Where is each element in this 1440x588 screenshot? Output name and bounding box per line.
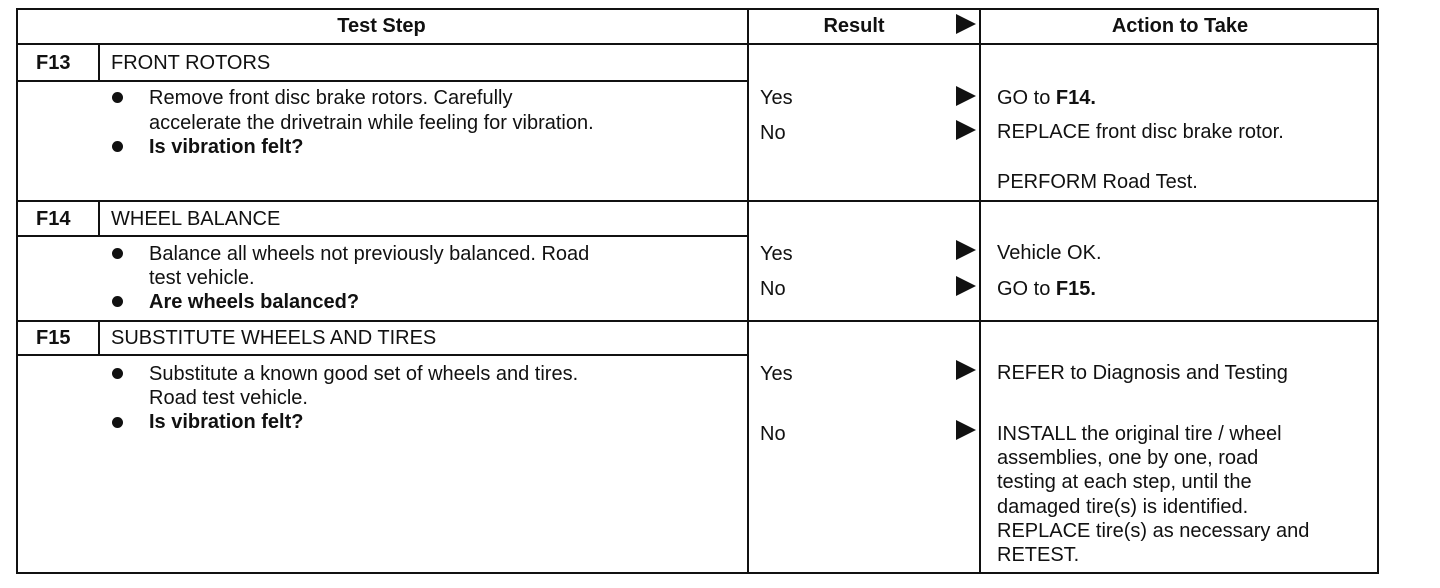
step-title-f15: SUBSTITUTE WHEELS AND TIRES bbox=[111, 327, 437, 349]
f14-no-action-ref: F15. bbox=[1055, 278, 1096, 300]
f15-no-action-line6: RETEST. bbox=[997, 544, 1080, 566]
f13-instruction-line1: Remove front disc brake rotors. Carefully bbox=[149, 87, 513, 109]
f13-yes-action-text: GO to bbox=[997, 87, 1056, 109]
bullet-icon bbox=[112, 296, 123, 307]
f13-result-no: No bbox=[760, 122, 786, 144]
f15-question: Is vibration felt? bbox=[149, 411, 304, 433]
f15-id-divider bbox=[98, 321, 100, 355]
f14-no-action bbox=[997, 277, 1096, 301]
f14-instruction-line1: Balance all wheels not previously balanced. Road bbox=[149, 243, 590, 265]
f15-no-action-line3: testing at each step, until the bbox=[997, 471, 1252, 493]
arrow-icon bbox=[956, 86, 976, 106]
f13-yes-action bbox=[997, 86, 1096, 110]
step-id-f13: F13 bbox=[36, 52, 71, 74]
bullet-icon bbox=[112, 248, 123, 259]
bullet-icon bbox=[112, 417, 123, 428]
f14-result-no: No bbox=[760, 278, 786, 300]
bullet-icon bbox=[112, 92, 123, 103]
f15-no-action-line2: assemblies, one by one, road bbox=[997, 447, 1259, 469]
action-column-divider bbox=[979, 8, 981, 574]
f14-question: Are wheels balanced? bbox=[149, 291, 360, 313]
f15-no-action-line1: INSTALL the original tire / wheel bbox=[997, 423, 1282, 445]
f14-id-divider bbox=[98, 201, 100, 236]
header-action: Action to Take bbox=[1111, 15, 1249, 37]
f13-no-action-1: REPLACE front disc brake rotor. bbox=[997, 121, 1284, 143]
f13-question: Is vibration felt? bbox=[149, 136, 304, 158]
header-divider bbox=[16, 43, 1379, 45]
header-result: Result bbox=[823, 15, 885, 37]
f15-no-action-line5: REPLACE tire(s) as necessary and bbox=[997, 520, 1310, 542]
f15-no-action-line4: damaged tire(s) is identified. bbox=[997, 496, 1249, 518]
f14-result-yes: Yes bbox=[760, 243, 793, 265]
arrow-icon bbox=[956, 276, 976, 296]
f15-yes-action: REFER to Diagnosis and Testing bbox=[997, 362, 1288, 384]
step-title-f13: FRONT ROTORS bbox=[111, 52, 271, 74]
step-id-f15: F15 bbox=[36, 327, 71, 349]
f13-instruction-line2: accelerate the drivetrain while feeling for vibration. bbox=[149, 112, 594, 134]
f13-result-yes: Yes bbox=[760, 87, 793, 109]
f14-instruction-line2: test vehicle. bbox=[149, 267, 255, 289]
step-title-f14: WHEEL BALANCE bbox=[111, 208, 281, 230]
f13-no-action-2: PERFORM Road Test. bbox=[997, 171, 1198, 193]
f13-id-divider bbox=[98, 44, 100, 81]
bullet-icon bbox=[112, 368, 123, 379]
f15-result-no: No bbox=[760, 423, 786, 445]
f13-title-underline bbox=[16, 80, 747, 82]
arrow-icon bbox=[956, 240, 976, 260]
arrow-icon bbox=[956, 420, 976, 440]
f15-instruction-line2: Road test vehicle. bbox=[149, 387, 308, 409]
f15-result-yes: Yes bbox=[760, 363, 793, 385]
arrow-icon bbox=[956, 360, 976, 380]
f14-no-action-text: GO to bbox=[997, 278, 1056, 300]
row-divider-f15 bbox=[16, 320, 1379, 322]
header-test-step: Test Step bbox=[337, 15, 426, 37]
bullet-icon bbox=[112, 141, 123, 152]
arrow-icon bbox=[956, 120, 976, 140]
row-divider-f14 bbox=[16, 200, 1379, 202]
step-id-f14: F14 bbox=[36, 208, 71, 230]
header-arrow-icon bbox=[956, 14, 976, 34]
f14-title-underline bbox=[16, 235, 747, 237]
result-column-divider bbox=[747, 8, 749, 574]
f13-yes-action-ref: F14. bbox=[1055, 87, 1096, 109]
f15-instruction-line1: Substitute a known good set of wheels and tires. bbox=[149, 363, 579, 385]
f14-yes-action: Vehicle OK. bbox=[997, 242, 1102, 264]
f15-title-underline bbox=[16, 354, 747, 356]
